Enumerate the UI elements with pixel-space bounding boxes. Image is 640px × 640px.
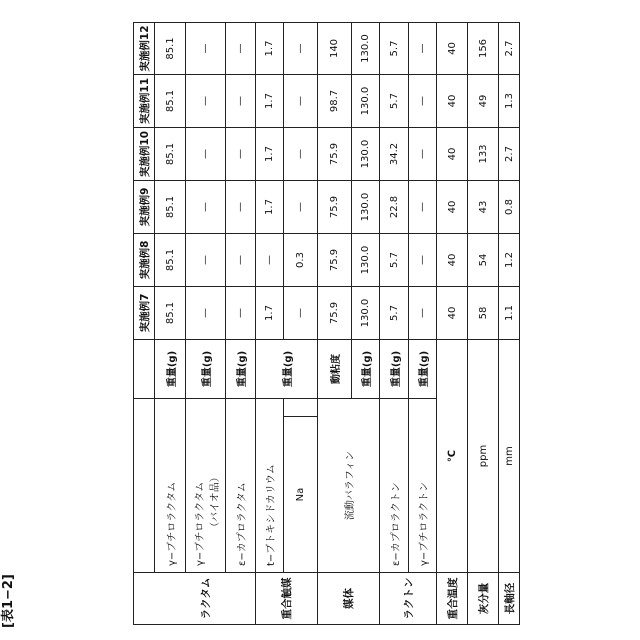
row-unit: 重量(g) bbox=[352, 340, 380, 399]
cell: — bbox=[284, 128, 318, 181]
header-blank bbox=[134, 573, 155, 625]
cell: 156 bbox=[468, 23, 499, 75]
row-unit: mm bbox=[499, 340, 520, 573]
cell: 40 bbox=[437, 128, 468, 181]
row-name bbox=[186, 399, 226, 573]
cell: — bbox=[226, 287, 256, 340]
col-header: 実施例7 bbox=[134, 287, 155, 340]
table-row bbox=[318, 23, 352, 625]
row-unit: 重量(g) bbox=[186, 340, 226, 399]
cell: 130.0 bbox=[352, 234, 380, 287]
data-table bbox=[133, 22, 520, 625]
row-name-pad bbox=[284, 399, 318, 417]
cell: — bbox=[284, 181, 318, 234]
row-name-line: γ−ブチロラクタム bbox=[195, 482, 206, 566]
cell: 1.3 bbox=[499, 75, 520, 128]
cell: — bbox=[186, 181, 226, 234]
cell: 85.1 bbox=[155, 128, 186, 181]
cell: — bbox=[284, 75, 318, 128]
cell: — bbox=[409, 234, 437, 287]
cell: 5.7 bbox=[380, 287, 409, 340]
col-header: 実施例8 bbox=[134, 234, 155, 287]
row-name: ε−カプロラクタム bbox=[226, 399, 256, 573]
cell: 75.9 bbox=[318, 234, 352, 287]
cell: 85.1 bbox=[155, 234, 186, 287]
cell: 85.1 bbox=[155, 23, 186, 75]
cell: 5.7 bbox=[380, 23, 409, 75]
row-name-line: （バイオ品） bbox=[210, 472, 221, 566]
group-label: 灰分量 bbox=[468, 573, 499, 625]
cell: 40 bbox=[437, 287, 468, 340]
cell: 85.1 bbox=[155, 75, 186, 128]
row-name: Na bbox=[284, 417, 318, 573]
cell: 75.9 bbox=[318, 181, 352, 234]
cell: 1.7 bbox=[256, 287, 284, 340]
row-name: γ−ブチロラクトン bbox=[409, 399, 437, 573]
cell: — bbox=[409, 23, 437, 75]
group-label: ラクトン bbox=[380, 573, 437, 625]
cell: — bbox=[409, 287, 437, 340]
cell: — bbox=[226, 75, 256, 128]
cell: — bbox=[186, 234, 226, 287]
table-row bbox=[284, 23, 318, 625]
cell: 130.0 bbox=[352, 181, 380, 234]
cell: 85.1 bbox=[155, 181, 186, 234]
cell: — bbox=[284, 23, 318, 75]
cell: — bbox=[186, 128, 226, 181]
row-unit: 重量(g) bbox=[226, 340, 256, 399]
cell: 1.1 bbox=[499, 287, 520, 340]
cell: 1.2 bbox=[499, 234, 520, 287]
cell: 130.0 bbox=[352, 23, 380, 75]
table-caption: [表1−2] bbox=[0, 574, 18, 628]
cell: 0.8 bbox=[499, 181, 520, 234]
header-blank bbox=[134, 340, 155, 399]
group-label bbox=[155, 573, 186, 625]
cell: — bbox=[186, 23, 226, 75]
cell: 0.3 bbox=[284, 234, 318, 287]
cell: 130.0 bbox=[352, 287, 380, 340]
cell: 75.9 bbox=[318, 287, 352, 340]
table-row bbox=[468, 23, 499, 625]
row-name: γ−ブチロラクタム bbox=[155, 399, 186, 573]
cell: 1.7 bbox=[256, 128, 284, 181]
cell: — bbox=[284, 287, 318, 340]
cell: 34.2 bbox=[380, 128, 409, 181]
row-name: ε−カプロラクトン bbox=[380, 399, 409, 573]
cell: — bbox=[409, 128, 437, 181]
group-label: 重合温度 bbox=[437, 573, 468, 625]
cell: 140 bbox=[318, 23, 352, 75]
cell: 130.0 bbox=[352, 128, 380, 181]
cell: 43 bbox=[468, 181, 499, 234]
group-label bbox=[226, 573, 256, 625]
cell: 40 bbox=[437, 181, 468, 234]
row-unit: 重量(g) bbox=[409, 340, 437, 399]
table-row bbox=[437, 23, 468, 625]
row-unit: 動粘度 bbox=[318, 340, 352, 399]
cell: 2.7 bbox=[499, 23, 520, 75]
table-row bbox=[380, 23, 409, 625]
cell: — bbox=[186, 287, 226, 340]
cell: — bbox=[226, 234, 256, 287]
cell: 75.9 bbox=[318, 128, 352, 181]
cell: 49 bbox=[468, 75, 499, 128]
group-label: ラクタム bbox=[186, 573, 226, 625]
table-row bbox=[409, 23, 437, 625]
cell: 1.7 bbox=[256, 75, 284, 128]
cell: 40 bbox=[437, 234, 468, 287]
cell: 85.1 bbox=[155, 287, 186, 340]
cell: — bbox=[226, 23, 256, 75]
rotated-document bbox=[0, 0, 640, 640]
cell: 1.7 bbox=[256, 23, 284, 75]
header-blank bbox=[134, 399, 155, 573]
table-row bbox=[155, 23, 186, 625]
table-row bbox=[256, 23, 284, 625]
cell: 133 bbox=[468, 128, 499, 181]
cell: 54 bbox=[468, 234, 499, 287]
cell: 1.7 bbox=[256, 181, 284, 234]
col-header: 実施例9 bbox=[134, 181, 155, 234]
cell: — bbox=[226, 181, 256, 234]
header-row bbox=[134, 23, 155, 625]
group-label: 長軸径 bbox=[499, 573, 520, 625]
row-unit: ppm bbox=[468, 340, 499, 573]
group-label: 媒体 bbox=[318, 573, 380, 625]
col-header: 実施例10 bbox=[134, 128, 155, 181]
table-row bbox=[226, 23, 256, 625]
cell: — bbox=[256, 234, 284, 287]
table-row bbox=[499, 23, 520, 625]
row-unit: 重量(g) bbox=[380, 340, 409, 399]
cell: — bbox=[186, 75, 226, 128]
col-header: 実施例11 bbox=[134, 75, 155, 128]
row-unit: ℃ bbox=[437, 340, 468, 573]
row-unit: 重量(g) bbox=[155, 340, 186, 399]
row-name: 流動パラフィン bbox=[318, 399, 380, 573]
cell: 98.7 bbox=[318, 75, 352, 128]
table-row bbox=[186, 23, 226, 625]
cell: 58 bbox=[468, 287, 499, 340]
cell: 130.0 bbox=[352, 75, 380, 128]
cell: 2.7 bbox=[499, 128, 520, 181]
cell: — bbox=[226, 128, 256, 181]
cell: 5.7 bbox=[380, 234, 409, 287]
col-header: 実施例12 bbox=[134, 23, 155, 75]
cell: 40 bbox=[437, 23, 468, 75]
cell: — bbox=[409, 75, 437, 128]
group-label: 重合触媒 bbox=[256, 573, 318, 625]
cell: 22.8 bbox=[380, 181, 409, 234]
cell: — bbox=[409, 181, 437, 234]
cell: 5.7 bbox=[380, 75, 409, 128]
cell: 40 bbox=[437, 75, 468, 128]
row-unit: 重量(g) bbox=[256, 340, 318, 399]
row-name: t−ブトキシドカリウム bbox=[256, 399, 284, 573]
